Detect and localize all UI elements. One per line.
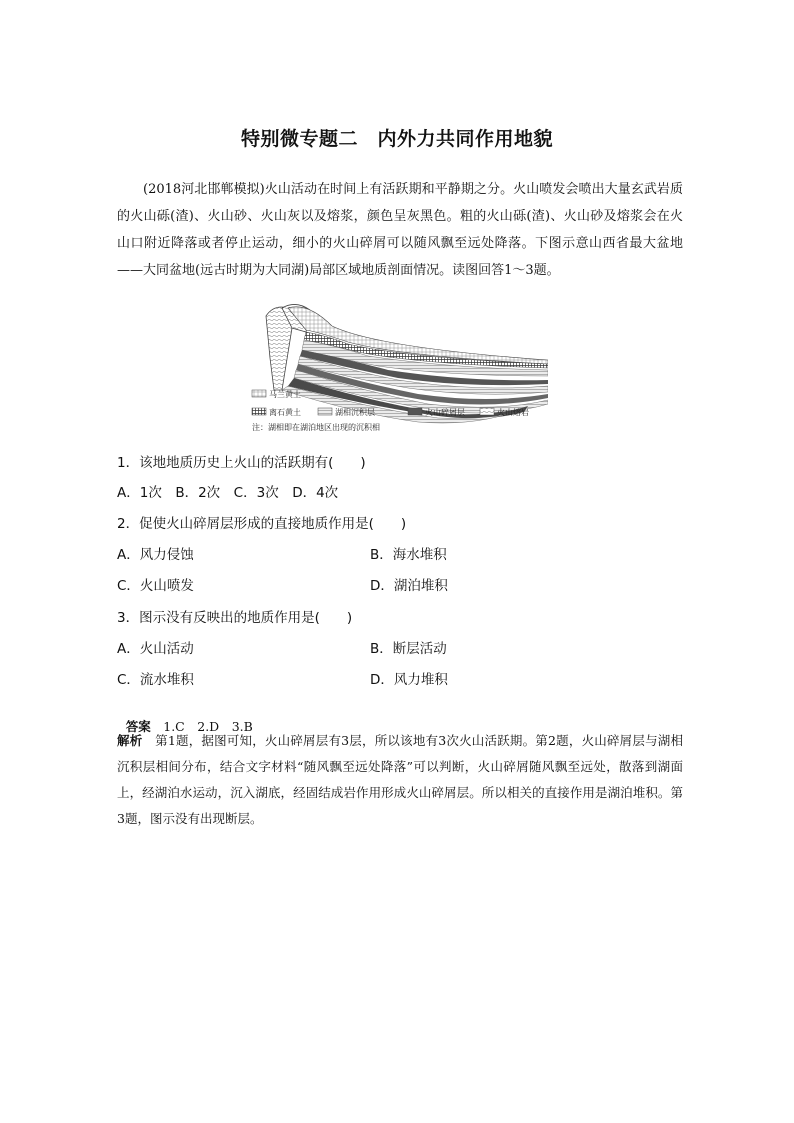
analysis-text: 第1题，据图可知，火山碎屑层有3层，所以该地有3次火山活跃期。第2题，火山碎屑层与湖相沉积层相间分布，结合文字材料“随风飘至远处降落”可以判断，火山碎屑随风飘至远处，散落到湖面上，经湖泊水运动，沉入湖底，经固结成岩作用形成火山碎屑层。所以相关的直接作用是湖泊堆积。第3题，图示没有出现断层。 <box>117 733 683 826</box>
legend-malan: 马兰黄土 <box>269 390 301 399</box>
legend-lake: 湖相沉积层 <box>335 408 375 417</box>
question-3-option-a: A．火山活动 <box>117 641 194 657</box>
answer-values: 1.C 2.D 3.B <box>163 719 253 734</box>
answer-label: 答案 <box>125 719 151 734</box>
legend-swatch-debris <box>408 408 422 415</box>
legend-lava: 火山熔岩 <box>497 408 529 417</box>
legend-swatch-lake <box>318 408 332 415</box>
page-title: 特别微专题二 内外力共同作用地貌 <box>240 128 553 150</box>
legend-debris: 火山碎屑层 <box>425 408 465 417</box>
question-1-stem: 1．该地地质历史上火山的活跃期有( ) <box>117 455 366 471</box>
question-2-stem: 2．促使火山碎屑层形成的直接地质作用是( ) <box>117 516 407 532</box>
question-1-options: A．1次 B．2次 C．3次 D．4次 <box>117 485 339 501</box>
question-3-option-c: C．流水堆积 <box>117 672 194 688</box>
question-3-option-d: D．风力堆积 <box>370 672 448 688</box>
question-2-option-c: C．火山喷发 <box>117 578 194 594</box>
legend-swatch-lishi <box>252 408 266 415</box>
intro-paragraph: (2018河北邯郸模拟)火山活动在时间上有活跃期和平静期之分。火山喷发会喷出大量玄武岩质的火山砾(渣)、火山砂、火山灰以及熔浆，颜色呈灰黑色。粗的火山砾(渣)、火山砂及熔浆会在火山口附近降落或者停止运动，细小的火山碎屑可以随风飘至远处降落。下图示意山西省最大盆地——大同盆地(远古时期为大同湖)局部区域地质剖面情况。读图回答1～3题。 <box>117 182 683 278</box>
question-3-option-b: B．断层活动 <box>370 641 447 657</box>
question-2-option-b: B．海水堆积 <box>370 547 447 563</box>
analysis-paragraph <box>117 728 683 832</box>
legend-swatch-lava <box>480 408 494 415</box>
question-2-option-d: D．湖泊堆积 <box>370 578 448 594</box>
legend-lishi: 离石黄土 <box>269 408 301 417</box>
figure-note: 注：湖相即在湖泊地区出现的沉积相 <box>252 423 380 432</box>
legend-swatch-malan <box>252 390 266 397</box>
question-2-option-a: A．风力侵蚀 <box>117 547 194 563</box>
question-3-stem: 3．图示没有反映出的地质作用是( ) <box>117 610 353 626</box>
analysis-label: 解析 <box>117 733 143 748</box>
geologic-cross-section <box>248 298 548 440</box>
